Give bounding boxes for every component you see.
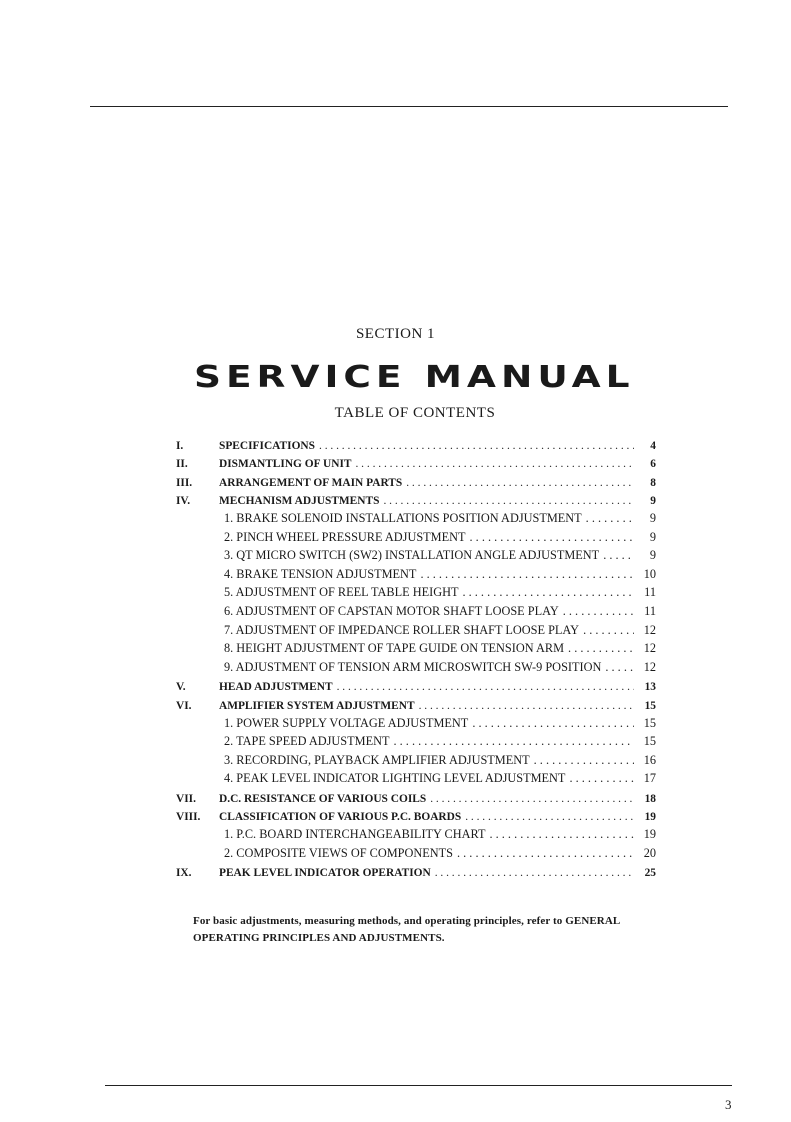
toc-subsection-row [176,750,656,769]
toc-title: MECHANISM ADJUSTMENTS [219,495,380,508]
toc-section-row [176,490,656,509]
toc-page-number: 15 [643,734,656,749]
toc-section-row [176,806,656,825]
toc-subsection-row [176,601,656,620]
toc-leader-dots [457,846,634,862]
toc-title: 2. TAPE SPEED ADJUSTMENT [224,734,390,749]
toc-title: 1. POWER SUPPLY VOLTAGE ADJUSTMENT [224,715,469,730]
toc-page-number: 18 [644,792,656,805]
toc-page-number: 11 [644,603,656,618]
toc-page-number: 8 [650,476,656,489]
toc-title: 4. PEAK LEVEL INDICATOR LIGHTING LEVEL ADJUSTMENT [224,771,566,786]
toc-number: VI. [176,699,192,712]
toc-section-row [176,787,656,806]
toc-leader-dots [406,477,634,490]
toc-title: SPECIFICATIONS [219,439,315,452]
toc-section-row [176,434,656,453]
toc-title: 7. ADJUSTMENT OF IMPEDANCE ROLLER SHAFT LOOSE PLAY [224,622,580,637]
toc-title: 6. ADJUSTMENT OF CAPSTAN MOTOR SHAFT LOOSE PLAY [224,603,559,618]
bottom-rule [105,1085,732,1086]
toc-title: 3. RECORDING, PLAYBACK AMPLIFIER ADJUSTMENT [224,752,530,767]
toc-page-number: 4 [650,439,656,452]
toc-page-number: 9 [649,529,656,544]
toc-subsection-row [176,527,656,546]
toc-number: VII. [176,792,196,805]
toc-number: V. [176,681,186,694]
toc-leader-dots [563,604,634,620]
toc-leader-dots [319,440,634,453]
toc-section-row [176,453,656,472]
toc-title: 3. QT MICRO SWITCH (SW2) INSTALLATION ANGLE ADJUSTMENT [224,548,600,563]
toc-page-number: 6 [650,458,656,471]
toc-heading: TABLE OF CONTENTS [334,405,496,421]
toc-subsection-row [176,639,656,658]
toc-title: 4. BRAKE TENSION ADJUSTMENT [224,566,417,581]
toc-subsection-row [176,824,656,843]
toc-leader-dots [603,548,634,564]
toc-title: 9. ADJUSTMENT OF TENSION ARM MICROSWITCH SW-9 POSITION [224,659,602,674]
toc-leader-dots [472,716,634,732]
page-number: 3 [725,1097,732,1112]
toc-leader-dots [470,530,634,546]
toc-page-number: 15 [644,699,656,712]
toc-section-row [176,676,656,695]
toc-title: 2. COMPOSITE VIEWS OF COMPONENTS [224,845,453,860]
toc-page-number: 10 [643,566,656,581]
toc-title: 1. P.C. BOARD INTERCHANGEABILITY CHART [224,827,486,842]
toc-page-number: 11 [644,585,656,600]
toc-section-row [176,862,656,881]
toc-leader-dots [355,458,634,471]
toc-leader-dots [383,495,634,508]
toc-subsection-row [176,583,656,602]
table-of-contents [176,434,656,880]
toc-leader-dots [394,734,635,750]
toc-page-number: 9 [650,495,656,508]
toc-title: DISMANTLING OF UNIT [219,458,352,471]
toc-page-number: 19 [644,811,656,824]
toc-title: CLASSIFICATION OF VARIOUS P.C. BOARDS [219,811,462,824]
toc-page-number: 15 [643,715,656,730]
toc-page-number: 20 [643,845,656,860]
top-rule [90,106,728,107]
toc-leader-dots [420,567,634,583]
toc-page-number: 16 [643,752,656,767]
toc-page-number: 25 [644,867,656,880]
section-label: SECTION 1 [355,326,436,342]
toc-title: 5. ADJUSTMENT OF REEL TABLE HEIGHT [224,585,459,600]
toc-number: I. [176,439,184,452]
toc-leader-dots [568,641,634,657]
toc-subsection-row [176,620,656,639]
toc-leader-dots [489,827,634,843]
toc-page-number: 13 [644,681,656,694]
toc-leader-dots [462,585,634,601]
toc-number: III. [176,476,193,489]
toc-title: D.C. RESISTANCE OF VARIOUS COILS [219,792,427,805]
toc-leader-dots [569,771,634,787]
toc-subsection-row [176,564,656,583]
page-title: SERVICE MANUAL [193,360,635,395]
toc-title: HEAD ADJUSTMENT [219,681,333,694]
toc-leader-dots [586,511,634,527]
toc-subsection-row [176,769,656,788]
toc-subsection-row [176,508,656,527]
toc-page-number: 12 [643,641,656,656]
toc-number: II. [176,458,188,471]
toc-page-number: 12 [643,659,656,674]
reference-note: For basic adjustments, measuring methods, and operating principles, refer to GENERAL OPERATING PRINCIPLES AND ADJUSTMENTS. [193,915,620,944]
toc-subsection-row [176,732,656,751]
toc-subsection-row [176,843,656,862]
toc-page-number: 19 [643,827,656,842]
toc-title: 1. BRAKE SOLENOID INSTALLATIONS POSITION ADJUSTMENT [224,510,582,525]
toc-page-number: 17 [643,771,656,786]
toc-leader-dots [430,793,634,806]
toc-leader-dots [465,811,634,824]
toc-subsection-row [176,546,656,565]
toc-page-number: 9 [649,548,656,563]
toc-section-row [176,694,656,713]
toc-title: ARRANGEMENT OF MAIN PARTS [219,476,403,489]
toc-leader-dots [583,623,634,639]
toc-number: IV. [176,495,191,508]
toc-leader-dots [534,753,634,769]
toc-number: IX. [176,867,192,880]
toc-subsection-row [176,713,656,732]
toc-number: VIII. [176,811,201,824]
toc-title: 2. PINCH WHEEL PRESSURE ADJUSTMENT [224,529,466,544]
toc-page-number: 12 [643,622,656,637]
toc-leader-dots [419,700,634,713]
toc-page-number: 9 [649,510,656,525]
toc-title: AMPLIFIER SYSTEM ADJUSTMENT [219,699,415,712]
toc-title: PEAK LEVEL INDICATOR OPERATION [219,867,431,880]
toc-leader-dots [435,867,634,880]
toc-leader-dots [605,660,634,676]
toc-title: 8. HEIGHT ADJUSTMENT OF TAPE GUIDE ON TENSION ARM [224,641,565,656]
toc-leader-dots [337,681,634,694]
toc-subsection-row [176,657,656,676]
toc-section-row [176,471,656,490]
